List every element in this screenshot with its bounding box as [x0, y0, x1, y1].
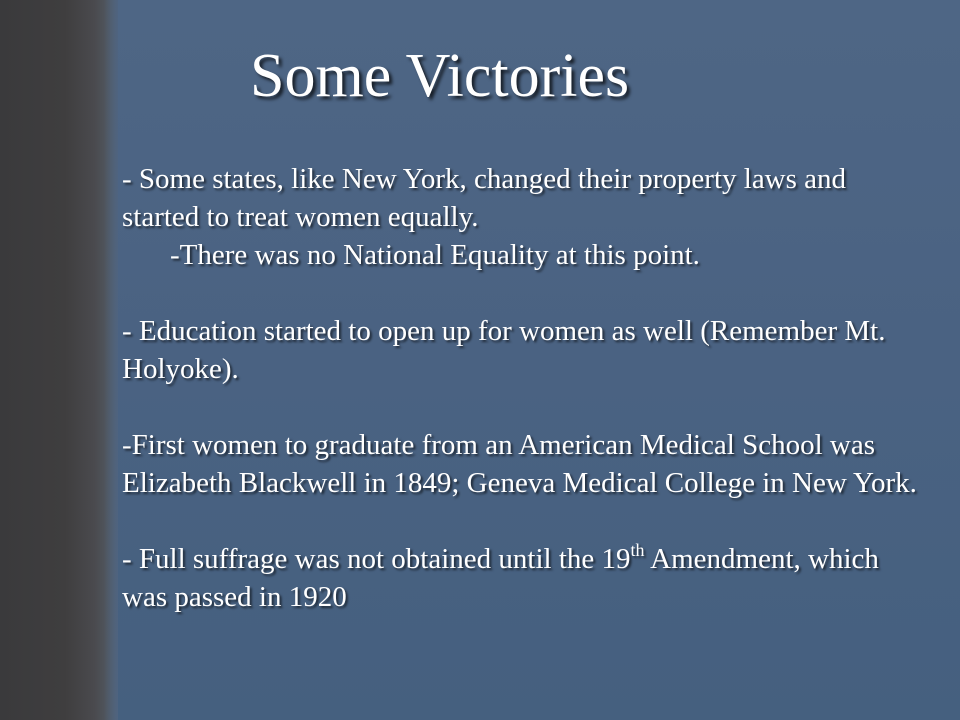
bullet-medical-school: -First women to graduate from an American Medical School was Elizabeth Blackwell in 1849; Geneva Medical College in New York.: [122, 429, 917, 499]
suffrage-text-end: Amendment, which was passed in 1920: [122, 543, 879, 613]
superscript-th: th: [630, 540, 645, 560]
sub-bullet-national-equality: -There was no National Equality at this point.: [170, 239, 700, 271]
slide-body: [122, 160, 922, 616]
bullet-education: - Education started to open up for women as well (Remember Mt. Holyoke).: [122, 315, 886, 385]
suffrage-text-start: - Full suffrage was not obtained until the 19: [122, 543, 631, 575]
bullet-suffrage: [122, 540, 922, 616]
side-bar-decoration: [0, 0, 118, 720]
bullet-property-laws: - Some states, like New York, changed their property laws and started to treat women equally.: [122, 163, 847, 233]
slide-title: Some Victories: [250, 42, 630, 110]
